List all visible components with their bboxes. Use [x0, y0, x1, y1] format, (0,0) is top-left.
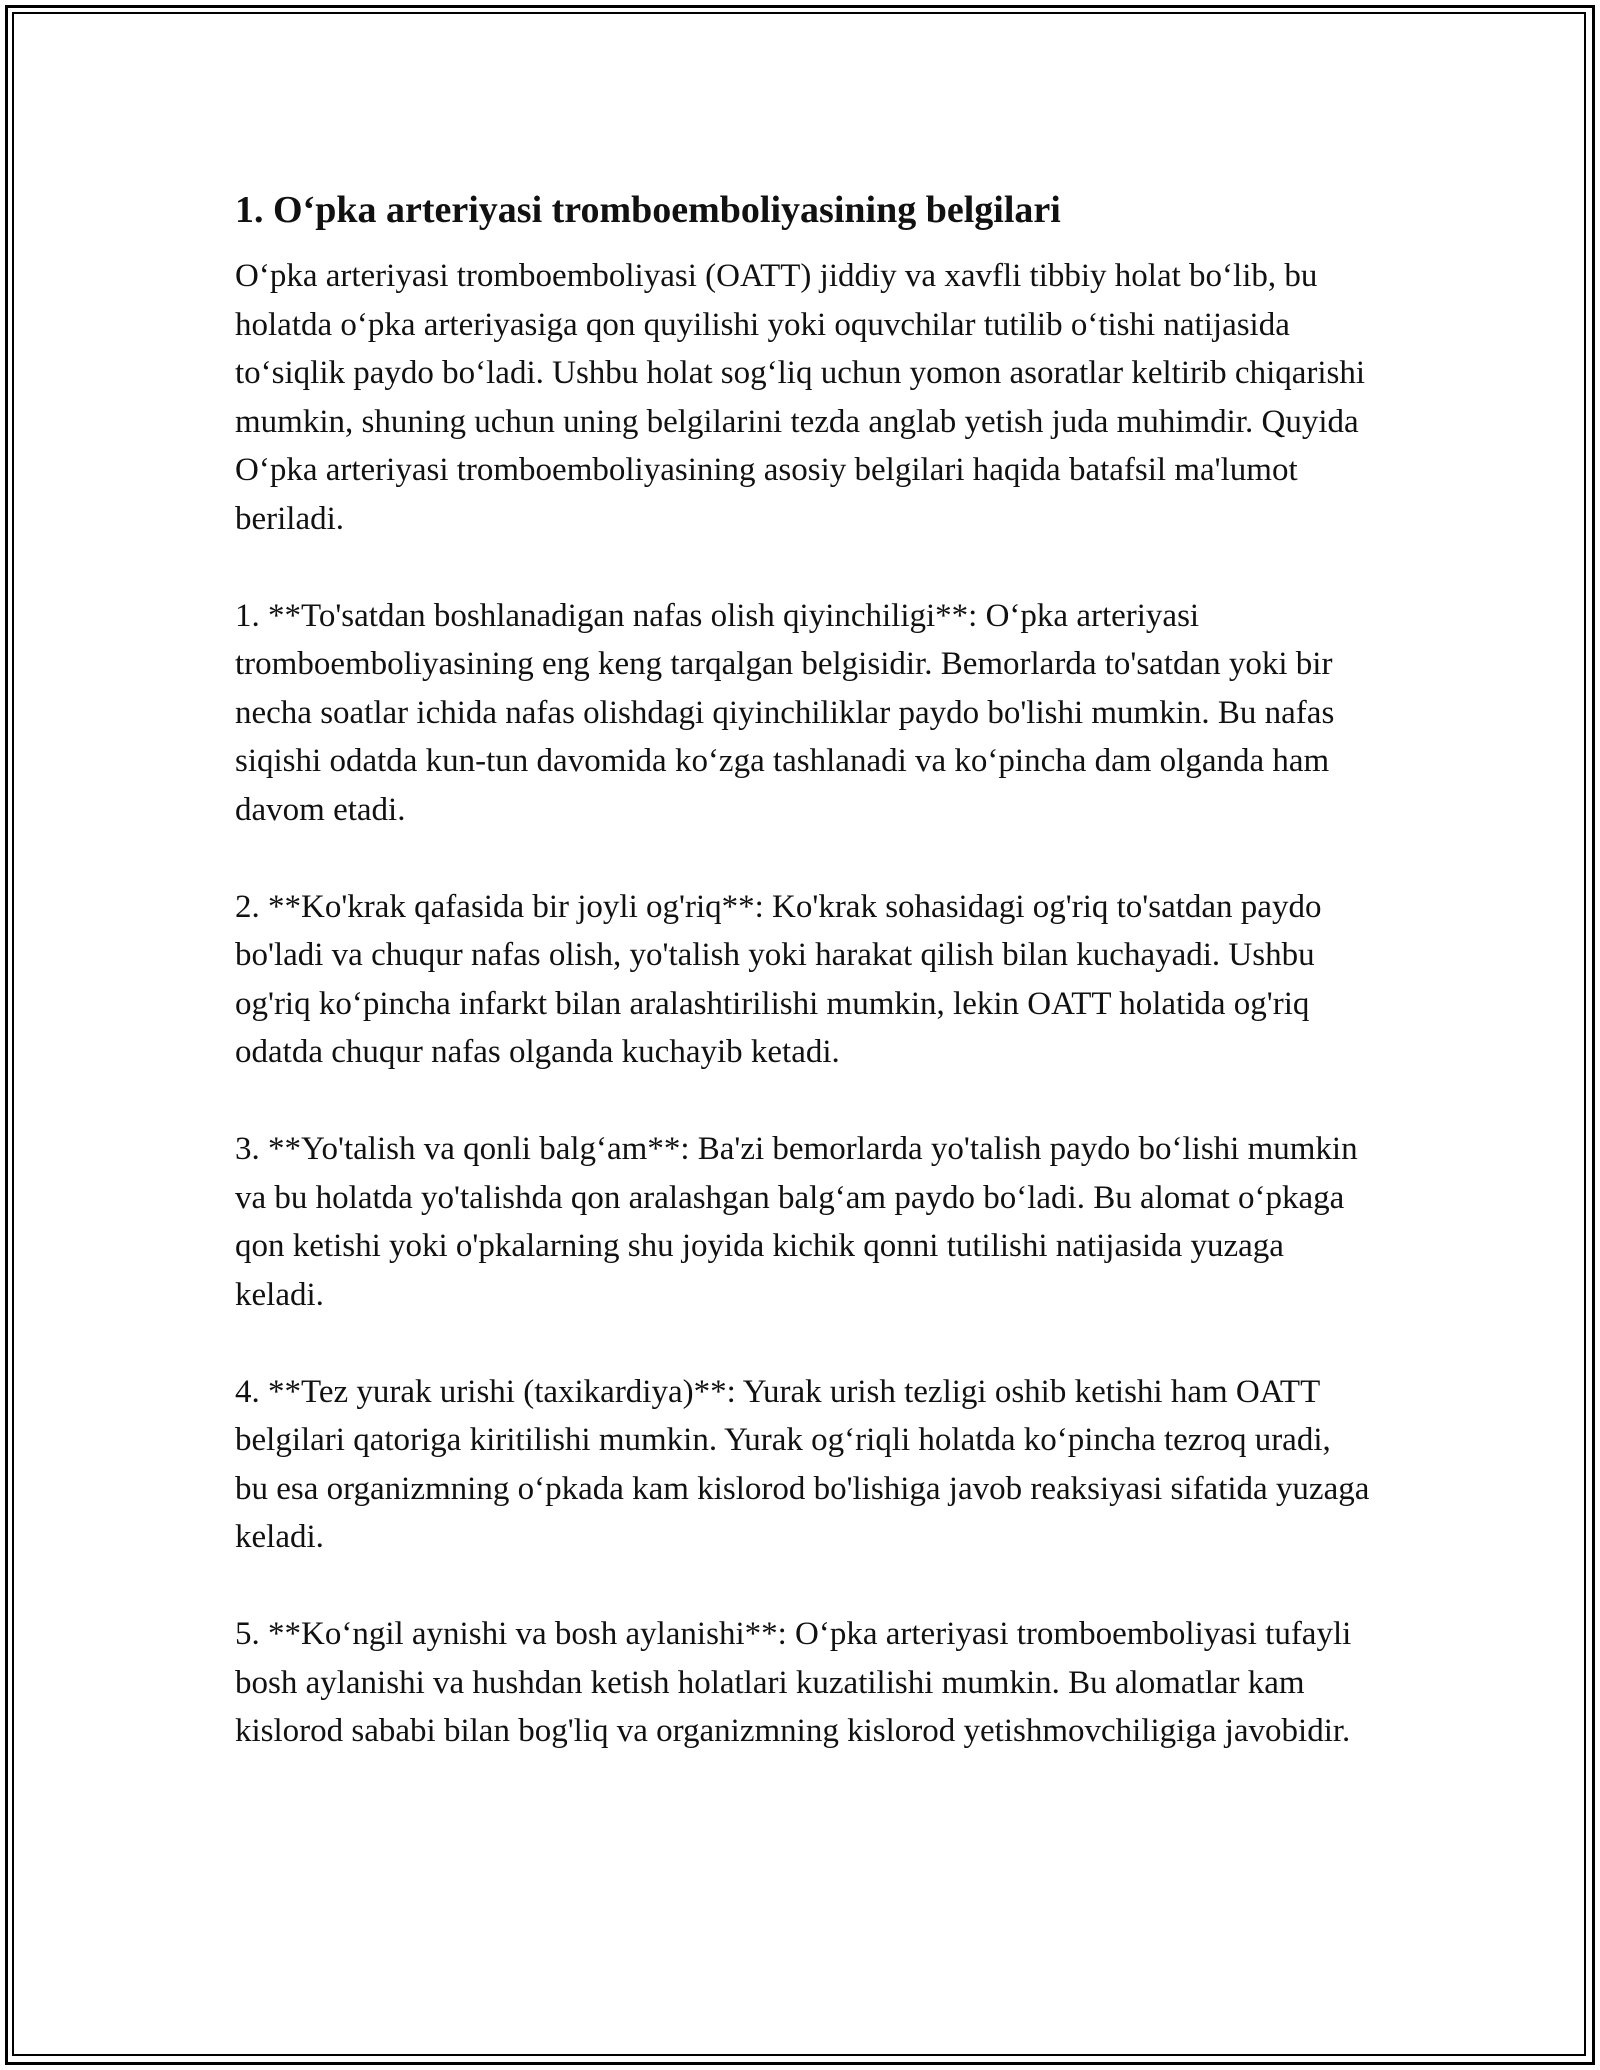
symptom-paragraph-2: 2. **Ko'krak qafasida bir joyli og'riq**: Ko'krak sohasidagi og'riq to'satdan paydo bo'ladi va chuqur nafas olish, yo'talish yoki harakat qilish bilan kuchayadi. Ushbu og'riq ko‘pincha infarkt bilan aralashtirilishi mumkin, lekin OATT holatida og'riq odatda chuqur nafas olganda kuchayib ketadi.: [235, 888, 1322, 1070]
symptom-paragraph-1: 1. **To'satdan boshlanadigan nafas olish qiyinchiligi**: O‘pka arteriyasi tromboemboliyasining eng keng tarqalgan belgisidir. Bemorlarda to'satdan yoki bir necha soatlar ichida nafas olishdagi qiyinchiliklar paydo bo'lishi mumkin. Bu nafas siqishi odatda kun-tun davomida ko‘zga tashlanadi va ko‘pincha dam olganda ham davom etadi.: [235, 597, 1335, 828]
intro-paragraph: O‘pka arteriyasi tromboemboliyasi (OATT) jiddiy va xavfli tibbiy holat bo‘lib, bu holatda o‘pka arteriyasiga qon quyilishi yoki oquvchilar tutilib o‘tishi natijasida to‘siqlik paydo bo‘ladi. Ushbu holat sog‘liq uchun yomon asoratlar keltirib chiqarishi mumkin, shuning uchun uning belgilarini tezda anglab yetish juda muhimdir. Quyida O‘pka arteriyasi tromboemboliyasining asosiy belgilari haqida batafsil ma'lumot beriladi.: [235, 258, 1366, 537]
symptom-paragraph-5: 5. **Ko‘ngil aynishi va bosh aylanishi**: O‘pka arteriyasi tromboemboliyasi tufayli bosh aylanishi va hushdan ketish holatlari kuzatilishi mumkin. Bu alomatlar kam kislorod sababi bilan bog'liq va organizmning kislorod yetishmovchiligiga javobidir.: [235, 1616, 1352, 1749]
symptom-paragraph-4: 4. **Tez yurak urishi (taxikardiya)**: Yurak urish tezligi oshib ketishi ham OATT belgilari qatoriga kiritilishi mumkin. Yurak og‘riqli holatda ko‘pincha tezroq uradi, bu esa organizmning o‘pkada kam kislorod bo'lishiga javob reaksiyasi sifatida yuzaga keladi.: [235, 1373, 1370, 1555]
document-title: 1. O‘pka arteriyasi tromboemboliyasining belgilari: [235, 189, 1061, 231]
document-body: [235, 186, 1370, 1756]
symptom-paragraph-3: 3. **Yo'talish va qonli balg‘am**: Ba'zi bemorlarda yo'talish paydo bo‘lishi mumkin va bu holatda yo'talishda qon aralashgan balg‘am paydo bo‘ladi. Bu alomat o‘pkaga qon ketishi yoki o'pkalarning shu joyida kichik qonni tutilishi natijasida yuzaga keladi.: [235, 1131, 1358, 1313]
